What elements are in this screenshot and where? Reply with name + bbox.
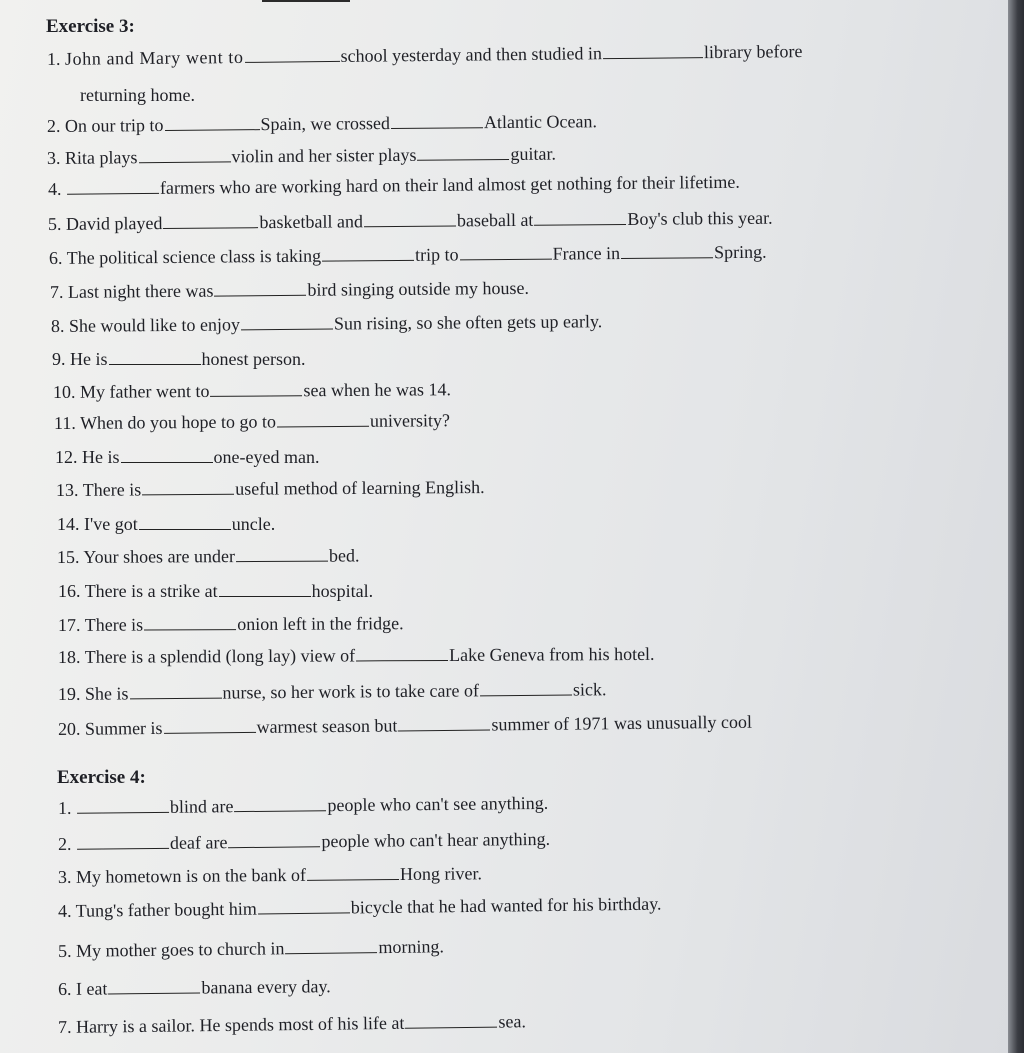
exercise-4-heading: Exercise 4: xyxy=(57,767,146,788)
q-text: Tung's father bought him xyxy=(75,898,257,921)
q-number: 1. xyxy=(57,797,72,818)
q-number: 14. xyxy=(57,514,80,534)
q-number: 4. xyxy=(47,178,62,199)
q-number: 5. xyxy=(47,213,62,234)
q-text: university? xyxy=(369,410,451,431)
answer-blank[interactable] xyxy=(356,644,448,661)
q-number: 13. xyxy=(55,479,79,500)
ex3-question-15 xyxy=(57,544,360,568)
exercise-3-heading: Exercise 3: xyxy=(46,16,135,37)
q-number: 17. xyxy=(57,614,81,635)
q-text: trip to xyxy=(415,244,459,265)
q-text: Spain, we crossed xyxy=(260,113,391,135)
answer-blank[interactable] xyxy=(534,208,626,226)
q-text: uncle. xyxy=(231,514,276,534)
q-text: My mother goes to church in xyxy=(75,938,285,961)
answer-blank[interactable] xyxy=(67,177,159,195)
q-number: 4. xyxy=(57,900,72,921)
answer-blank[interactable] xyxy=(109,348,201,365)
answer-blank[interactable] xyxy=(108,977,200,995)
q-text: I eat xyxy=(75,978,108,999)
answer-blank[interactable] xyxy=(241,313,333,331)
q-text: honest person. xyxy=(201,349,306,369)
ex3-question-14 xyxy=(57,513,275,535)
q-text: When do you hope to go to xyxy=(79,411,277,433)
answer-blank[interactable] xyxy=(210,379,302,397)
q-text: Harry is a sailor. He spends most of his life at xyxy=(75,1012,405,1037)
q-text: My father went to xyxy=(79,380,210,402)
q-number: 12. xyxy=(55,447,78,467)
ex4-question-3 xyxy=(58,862,482,888)
ex3-question-5 xyxy=(48,207,773,235)
q-text: nurse, so her work is to take care of xyxy=(222,680,480,703)
answer-blank[interactable] xyxy=(307,863,399,881)
q-text: She would like to enjoy xyxy=(68,314,241,336)
q-number: 2. xyxy=(46,115,61,136)
q-text: deaf are xyxy=(169,832,228,853)
q-number: 6. xyxy=(48,247,63,268)
answer-blank[interactable] xyxy=(285,936,377,954)
q-text: bed. xyxy=(328,545,360,566)
q-text: banana every day. xyxy=(201,976,331,998)
ex4-question-5 xyxy=(58,935,444,962)
q-text: The political science class is taking xyxy=(66,245,322,268)
answer-blank[interactable] xyxy=(480,679,572,697)
ex3-question-11 xyxy=(54,409,450,434)
ex3-question-12 xyxy=(55,446,319,468)
q-text: one-eyed man. xyxy=(213,447,320,467)
q-text: warmest season but xyxy=(256,715,398,737)
answer-blank[interactable] xyxy=(258,896,350,914)
q-text: bicycle that he had wanted for his birthday. xyxy=(350,893,662,918)
q-text: There is a strike at xyxy=(84,581,218,601)
answer-blank[interactable] xyxy=(164,113,259,131)
q-text: sea. xyxy=(498,1011,527,1032)
ex3-question-18 xyxy=(58,643,655,668)
ex3-question-7 xyxy=(50,277,529,303)
answer-blank[interactable] xyxy=(139,513,231,530)
q-text: John and Mary went to xyxy=(64,46,244,69)
q-number: 9. xyxy=(52,349,66,369)
q-number: 11. xyxy=(53,412,76,433)
q-number: 6. xyxy=(57,978,72,999)
q-text: Boy's club this year. xyxy=(627,207,773,229)
answer-blank[interactable] xyxy=(391,111,483,129)
q-number: 20. xyxy=(57,718,81,739)
q-text: David played xyxy=(65,213,163,234)
q-number: 19. xyxy=(57,683,81,704)
q-text: Rita plays xyxy=(64,147,138,168)
q-text: sea when he was 14. xyxy=(303,379,451,401)
answer-blank[interactable] xyxy=(163,716,255,734)
q-text: My hometown is on the bank of xyxy=(75,864,307,887)
q-number: 1. xyxy=(46,48,61,69)
answer-blank[interactable] xyxy=(322,244,414,262)
answer-blank[interactable] xyxy=(234,794,326,812)
q-text: blind are xyxy=(169,796,234,817)
q-text: basketball and xyxy=(259,211,364,233)
ex3-question-1 xyxy=(47,40,803,70)
q-text: summer of 1971 was unusually cool xyxy=(491,711,753,735)
q-text: Hong river. xyxy=(399,863,483,885)
ex4-question-7 xyxy=(58,1010,526,1038)
answer-blank[interactable] xyxy=(244,45,339,63)
q-text: Sun rising, so she often gets up early. xyxy=(333,311,603,334)
ex3-question-20 xyxy=(58,711,752,740)
q-text: library before xyxy=(703,41,803,63)
q-text: morning. xyxy=(378,936,445,958)
ex4-question-1 xyxy=(58,792,548,819)
answer-blank[interactable] xyxy=(277,410,369,428)
ex4-question-4 xyxy=(58,893,662,922)
q-text: farmers who are working hard on their land almost get nothing for their lifetime. xyxy=(159,171,740,198)
answer-blank[interactable] xyxy=(417,143,509,161)
q-number: 8. xyxy=(50,315,65,336)
page-edge-shadow xyxy=(1008,0,1024,1053)
ex3-question-6 xyxy=(49,241,767,269)
answer-blank[interactable] xyxy=(621,241,713,259)
ex3-question-16 xyxy=(58,580,373,602)
q-text: onion left in the fridge. xyxy=(237,613,404,635)
ex3-question-2 xyxy=(47,110,597,137)
q-number: 5. xyxy=(57,940,72,961)
q-text: Spring. xyxy=(713,241,767,263)
q-text: hospital. xyxy=(311,581,374,601)
answer-blank[interactable] xyxy=(219,580,311,597)
q-text: She is xyxy=(84,683,129,704)
answer-blank[interactable] xyxy=(398,713,490,731)
ex3-question-4 xyxy=(48,171,740,200)
q-text: There is a splendid (long lay) view of xyxy=(84,645,356,667)
q-text: There is xyxy=(84,614,144,635)
q-number: 7. xyxy=(57,1016,72,1037)
answer-blank[interactable] xyxy=(214,279,306,297)
answer-blank[interactable] xyxy=(364,209,456,227)
answer-blank[interactable] xyxy=(236,545,328,562)
q-text: France in xyxy=(552,243,621,264)
answer-blank[interactable] xyxy=(77,832,169,850)
q-number: 2. xyxy=(57,833,72,854)
q-text: I've got xyxy=(84,514,138,534)
top-underline xyxy=(262,0,350,2)
q-number: 3. xyxy=(57,866,72,887)
q-text: Last night there was xyxy=(67,280,214,302)
answer-blank[interactable] xyxy=(138,145,230,163)
q-text: guitar. xyxy=(510,143,557,164)
q-text: sick. xyxy=(572,679,607,700)
q-text: He is xyxy=(82,447,120,467)
q-text: violin and her sister plays xyxy=(231,144,417,167)
q-text: school yesterday and then studied in xyxy=(340,43,603,66)
answer-blank[interactable] xyxy=(228,830,320,848)
ex3-question-1-cont: returning home. xyxy=(80,85,195,105)
answer-blank[interactable] xyxy=(603,41,703,59)
answer-blank[interactable] xyxy=(459,243,551,261)
ex3-question-13 xyxy=(56,476,485,501)
answer-blank[interactable] xyxy=(405,1011,497,1029)
q-text: He is xyxy=(70,349,108,369)
q-text: Atlantic Ocean. xyxy=(483,111,598,133)
q-text: On our trip to xyxy=(64,114,164,136)
answer-blank[interactable] xyxy=(77,796,169,814)
q-number: 15. xyxy=(56,546,80,567)
q-text: bird singing outside my house. xyxy=(307,277,530,300)
ex3-question-9 xyxy=(52,348,305,370)
q-text: people who can't see anything. xyxy=(327,792,549,816)
answer-blank[interactable] xyxy=(163,211,258,229)
q-text: useful method of learning English. xyxy=(235,477,485,499)
ex3-question-3 xyxy=(47,143,556,169)
q-text: people who can't hear anything. xyxy=(321,828,551,852)
q-text: Lake Geneva from his hotel. xyxy=(449,643,655,665)
ex4-question-2 xyxy=(58,828,550,855)
q-number: 10. xyxy=(52,381,76,402)
ex3-question-10 xyxy=(53,378,451,403)
answer-blank[interactable] xyxy=(129,682,221,700)
q-text: baseball at xyxy=(456,209,534,231)
q-text: Summer is xyxy=(84,717,163,739)
q-text: There is xyxy=(82,479,142,500)
ex4-question-6 xyxy=(58,975,331,1000)
ex3-question-17 xyxy=(58,612,404,636)
q-text: Your shoes are under xyxy=(83,546,236,567)
q-number: 16. xyxy=(58,581,81,601)
q-number: 18. xyxy=(57,646,81,667)
ex3-question-19 xyxy=(58,678,607,705)
q-number: 7. xyxy=(49,281,64,302)
answer-blank[interactable] xyxy=(121,446,213,463)
ex3-question-8 xyxy=(51,310,602,337)
answer-blank[interactable] xyxy=(144,613,236,630)
q-number: 3. xyxy=(46,147,61,168)
answer-blank[interactable] xyxy=(142,478,234,496)
